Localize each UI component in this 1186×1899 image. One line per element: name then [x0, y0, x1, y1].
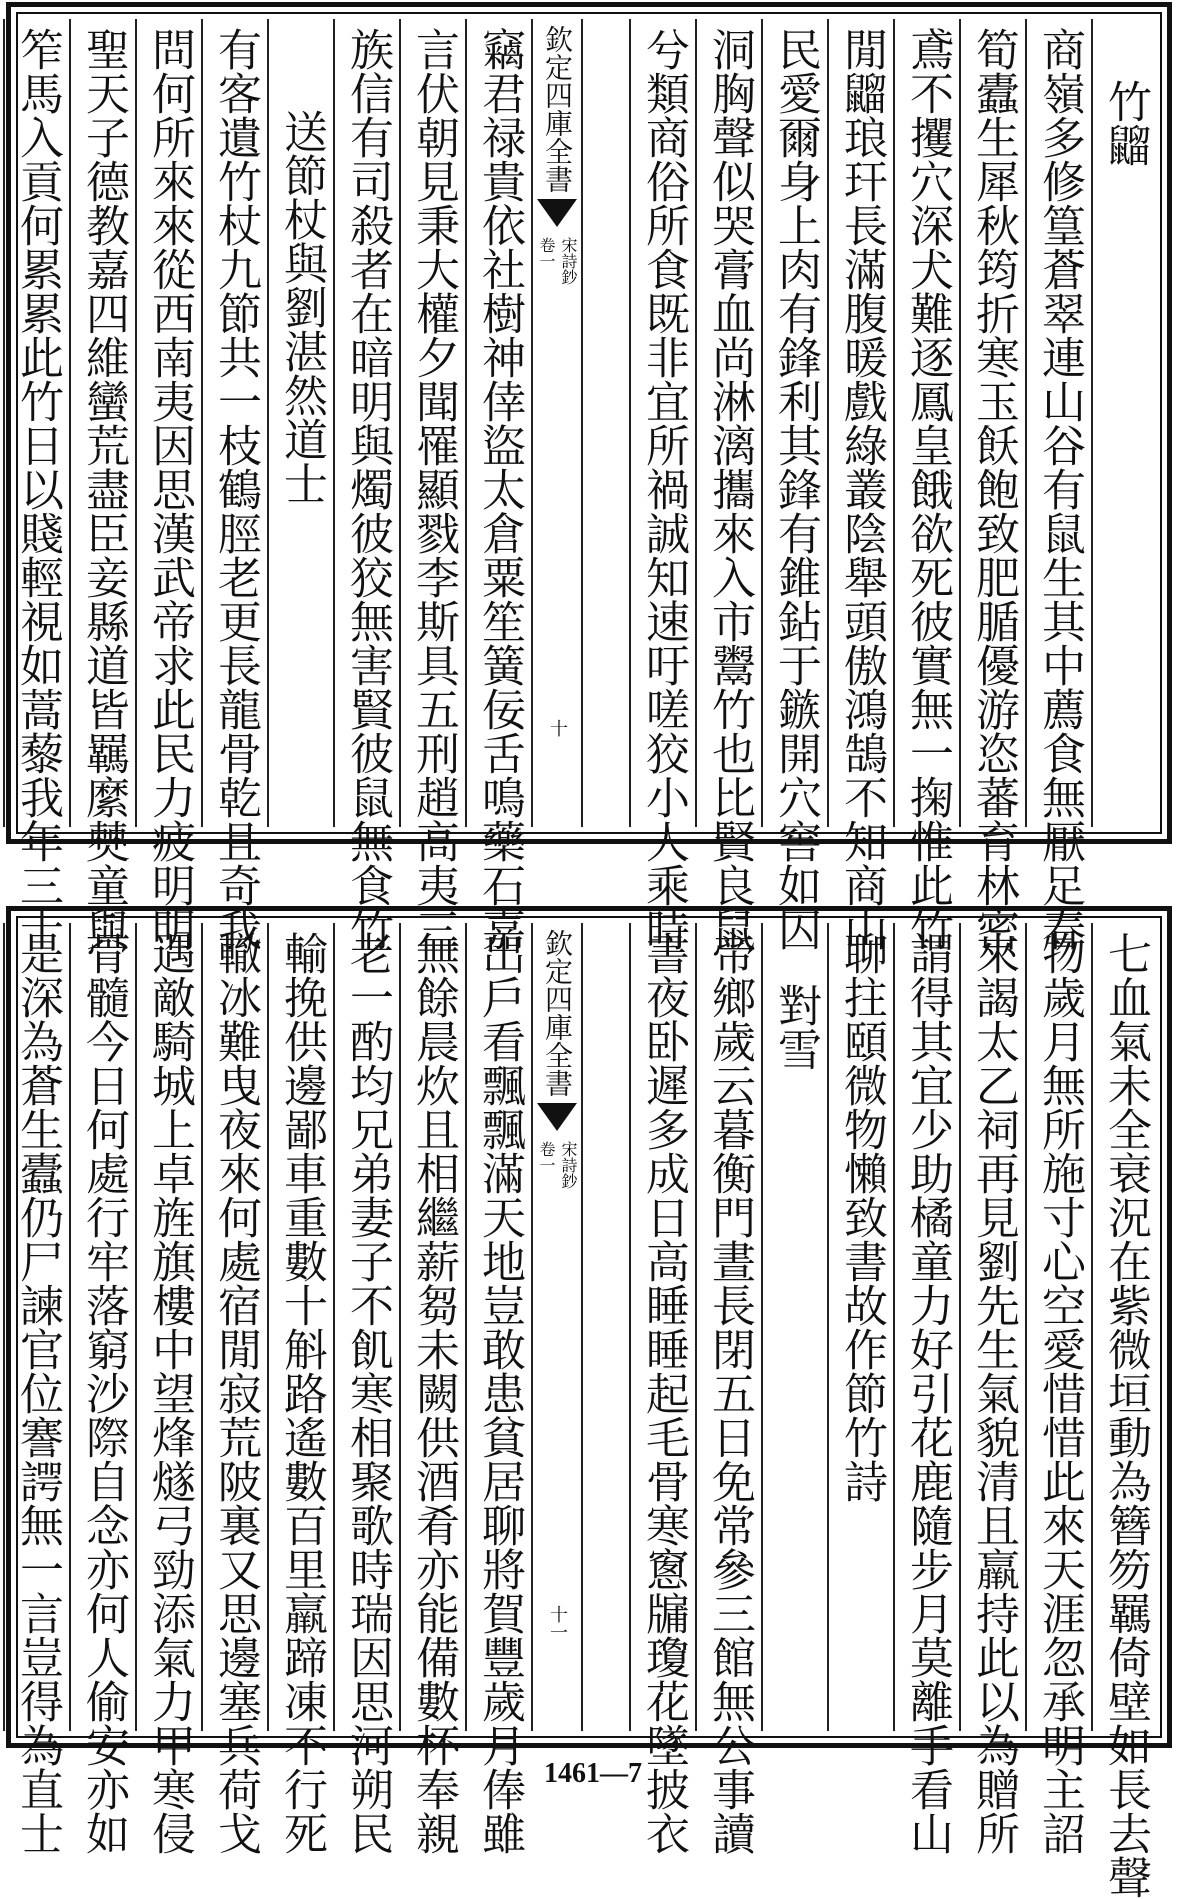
column-text: 遇敵騎城上卓旌旗樓中望烽燧弓勁添氣力甲寒侵: [144, 931, 195, 1855]
column-text: 問何所來來從西南夷因思漢武帝求此民力疲明明: [144, 27, 195, 951]
text-column: [761, 923, 827, 1731]
volume-label-collection: 宋詩鈔: [559, 1141, 578, 1189]
text-column: [69, 923, 135, 1855]
text-column: [3, 923, 69, 1855]
book-title: 欽定四庫全書: [541, 25, 574, 193]
text-column: [399, 19, 465, 951]
text-column: [1091, 19, 1157, 827]
text-column: [629, 923, 695, 1855]
column-text: 竹䶉: [1100, 79, 1151, 167]
volume-label: [537, 1141, 577, 1189]
text-column: [761, 19, 827, 951]
text-column: [201, 923, 267, 1855]
column-text: 民愛爾身上肉有鋒利其鋒有錐鉆于鏃開穴窖如囚: [770, 27, 821, 951]
text-column: [1091, 923, 1157, 1899]
fish-tail-mark: [537, 199, 577, 227]
column-text: 兮類商俗所食既非宜所禍誠知速吁嗟狡小人乘時: [638, 27, 689, 951]
text-column: [695, 923, 761, 1855]
text-column: [827, 923, 893, 1731]
text-column: [399, 923, 465, 1855]
text-column: [959, 19, 1025, 951]
book-title: 欽定四庫全書: [541, 929, 574, 1097]
text-column: [333, 19, 399, 951]
column-text: 對雪: [770, 983, 821, 1071]
column-text: 有客遺竹杖九節共一枝鶴脛老更長龍骨乾且奇我: [210, 27, 261, 951]
text-column: [3, 19, 69, 951]
text-column: [1025, 19, 1091, 951]
text-column: [201, 19, 267, 951]
column-text: 無餘晨炊且相繼薪芻未闕供酒肴亦能備數杯奉親: [408, 931, 459, 1855]
text-column: [893, 19, 959, 951]
column-text: 骨髓今日何處行牢落窮沙際自念亦何人偷安亦如: [78, 931, 129, 1855]
column-text: 笮馬入貢何累累此竹日以賤輕視如蒿藜我年三十: [12, 27, 63, 951]
text-column: [959, 923, 1025, 1855]
text-column: [629, 19, 695, 951]
folio-number: 十一: [547, 1605, 568, 1641]
volume-label-juan: 卷一: [537, 237, 556, 269]
text-column: [695, 19, 761, 951]
column-text: 筍蠹生犀秋筠折寒玉飫飽致肥腯優游恣蕃育林密: [968, 27, 1019, 951]
column-text: 竊君禄貴依社樹神倖盜太倉粟笙簧佞舌鳴藥石嘉: [474, 27, 525, 951]
column-text: 輸挽供邊鄙車重數十斛路遙數百里羸蹄凍不行死: [276, 931, 327, 1855]
volume-label-collection: 宋詩鈔: [559, 237, 578, 285]
column-text: 鳶不攫穴深犬難逐鳳皇餓欲死彼實無一掬惟此竹: [902, 27, 953, 951]
text-column: [893, 923, 959, 1855]
center-fold: [531, 923, 583, 1731]
text-column: [267, 923, 333, 1855]
column-text: 謂得其宜少助橘童力好引花鹿隨步月莫離手看山: [902, 931, 953, 1855]
column-text: 書夜卧遲多成日高睡睡起毛骨寒窻牖瓊花墜披衣: [638, 931, 689, 1855]
column-text: 帝鄉歲云暮衡門晝長閉五日免常參三館無公事讀: [704, 931, 755, 1855]
column-text: 是深為蒼生蠹仍尸諫官位謇諤無一言豈得為直士: [12, 931, 63, 1855]
column-text: 言伏朝見秉大權夕聞罹顯戮李斯具五刑趙高夷三: [408, 27, 459, 951]
column-text: 族信有司殺者在暗明與燭彼狡無害賢彼鼠無食竹: [342, 27, 393, 951]
fish-tail-mark: [537, 1103, 577, 1131]
column-text: 來謁太乙祠再見劉先生氣貌清且羸持此以為贈所: [968, 931, 1019, 1855]
text-column: [827, 19, 893, 951]
center-fold: [531, 19, 583, 827]
text-column: [1025, 923, 1091, 1855]
column-text: 七血氣未全衰況在紫微垣動為簪笏羈倚壁如長去聲: [1100, 931, 1151, 1899]
page-number: 1461—7: [544, 1758, 642, 1789]
text-column: [465, 19, 531, 951]
column-text: 閒䶉琅玕長滿腹暖戲綠叢陰舉頭傲鴻鵠不知商山: [836, 27, 887, 951]
top-page: [6, 2, 1172, 951]
text-column: [135, 19, 201, 951]
text-column: [333, 923, 399, 1855]
column-text: 洞胸聲似哭膏血尚淋漓攜來入市鬻竹也比賢良鼠: [704, 27, 755, 951]
column-text: 商嶺多修篁蒼翠連山谷有鼠生其中薦食無厭足春: [1034, 27, 1085, 951]
column-text: 聖天子德教嘉四維蠻荒盡臣妾縣道皆羈縻僰童與: [78, 27, 129, 951]
text-column: [69, 19, 135, 951]
text-column: [267, 19, 333, 827]
column-text: 送節杖與劉湛然道士: [276, 109, 327, 505]
column-text: 老一酌均兄弟妻子不飢寒相聚歌時瑞因思河朔民: [342, 931, 393, 1855]
text-column: [465, 923, 531, 1855]
folio-number: 十: [547, 719, 568, 737]
volume-label-juan: 卷一: [537, 1141, 556, 1173]
column-text: 物歲月無所施寸心空愛惜惜此來天涯忽承明主詔: [1034, 931, 1085, 1855]
text-column: [135, 923, 201, 1855]
volume-label: [537, 237, 577, 285]
column-text: 聊拄頤微物懶致書故作節竹詩: [836, 931, 887, 1503]
column-text: 出戶看飄飄滿天地豈敢患貧居聊將賀豐歲月俸雖: [474, 931, 525, 1855]
column-text: 轍冰難曳夜來何處宿閒寂荒陂裏又思邊塞兵荷戈: [210, 931, 261, 1855]
